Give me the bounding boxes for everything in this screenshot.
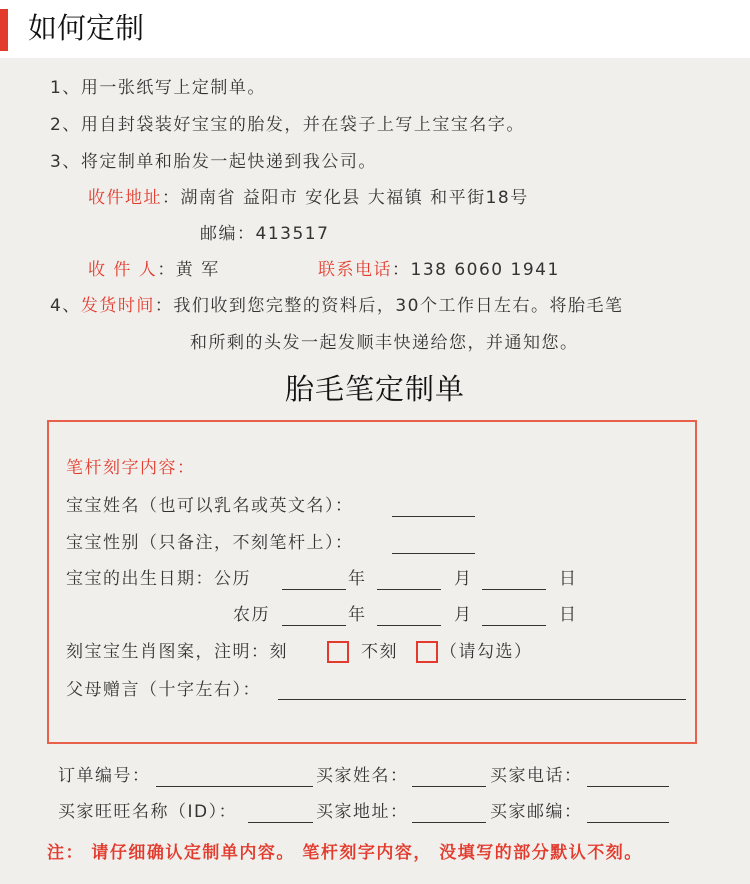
step-4 — [50, 294, 623, 318]
step-3: 3、将定制单和胎发一起快递到我公司。 — [50, 152, 377, 172]
baby-name-field[interactable] — [392, 516, 475, 517]
lunar-month-unit: 月 — [454, 605, 473, 625]
delivery-label: 发货时间 — [80, 296, 155, 316]
lunar-year-unit: 年 — [348, 605, 367, 625]
recipient-value: ：黄 军 — [157, 260, 220, 280]
lunar-day-field[interactable] — [482, 625, 546, 626]
lunar-month-field[interactable] — [377, 625, 441, 626]
engrave-header: 笔杆刻字内容： — [66, 458, 196, 478]
engrave-checkbox[interactable] — [327, 641, 349, 663]
header-accent-bar — [0, 9, 8, 51]
baby-gender-label: 宝宝性别（只备注，不刻笔杆上）： — [66, 533, 354, 553]
phone-line — [318, 258, 560, 282]
buyer-postcode-label: 买家邮编： — [490, 802, 583, 822]
buyer-address-field[interactable] — [412, 822, 486, 823]
baby-gender-field[interactable] — [392, 553, 475, 554]
order-number-field[interactable] — [156, 786, 313, 787]
no-engrave-checkbox[interactable] — [416, 641, 438, 663]
bottom-note: 注： 请仔细确认定制单内容。 笔杆刻字内容， 没填写的部分默认不刻。 — [47, 843, 643, 863]
recipient-line — [88, 258, 220, 282]
address-line — [88, 186, 529, 210]
solar-month-field[interactable] — [377, 589, 441, 590]
lunar-label: 农历 — [233, 605, 270, 625]
parents-message-field[interactable] — [278, 699, 686, 700]
solar-day-unit: 日 — [559, 569, 578, 589]
lunar-day-unit: 日 — [559, 605, 578, 625]
delivery-continued: 和所剩的头发一起发顺丰快递给您，并通知您。 — [190, 333, 579, 353]
postcode: 邮编：413517 — [200, 224, 330, 244]
buyer-name-field[interactable] — [412, 786, 486, 787]
solar-day-field[interactable] — [482, 589, 546, 590]
solar-year-unit: 年 — [348, 569, 367, 589]
header — [0, 0, 750, 58]
baby-name-label: 宝宝姓名（也可以乳名或英文名）： — [66, 496, 354, 516]
solar-year-field[interactable] — [282, 589, 346, 590]
buyer-phone-label: 买家电话： — [490, 766, 583, 786]
parents-message-label: 父母赠言（十字左右）： — [66, 680, 261, 700]
address-label: 收件地址 — [88, 188, 162, 208]
order-number-label: 订单编号： — [58, 766, 151, 786]
phone-label: 联系电话 — [318, 260, 392, 280]
birth-date-label: 宝宝的出生日期：公历 — [66, 569, 251, 589]
step-2: 2、用自封袋装好宝宝的胎发，并在袋子上写上宝宝名字。 — [50, 115, 525, 135]
form-title: 胎毛笔定制单 — [284, 372, 465, 406]
zodiac-label: 刻宝宝生肖图案，注明：刻 — [66, 642, 288, 662]
step-1: 1、用一张纸写上定制单。 — [50, 78, 266, 98]
page-title: 如何定制 — [28, 11, 145, 45]
delivery-value: ：我们收到您完整的资料后，30个工作日左右。将胎毛笔 — [154, 296, 624, 316]
address-value: ：湖南省 益阳市 安化县 大福镇 和平街18号 — [162, 188, 529, 208]
buyer-address-label: 买家地址： — [316, 802, 409, 822]
wangwang-field[interactable] — [248, 822, 313, 823]
lunar-year-field[interactable] — [282, 625, 346, 626]
buyer-postcode-field[interactable] — [587, 822, 669, 823]
recipient-label: 收 件 人 — [88, 260, 158, 280]
choose-hint: （请勾选） — [440, 642, 533, 662]
step-4-prefix: 4、 — [50, 296, 81, 316]
phone-value: ：138 6060 1941 — [392, 260, 560, 280]
wangwang-label: 买家旺旺名称（ID）： — [58, 802, 238, 822]
no-engrave-label: 不刻 — [361, 642, 398, 662]
buyer-phone-field[interactable] — [587, 786, 669, 787]
solar-month-unit: 月 — [454, 569, 473, 589]
buyer-name-label: 买家姓名： — [316, 766, 409, 786]
